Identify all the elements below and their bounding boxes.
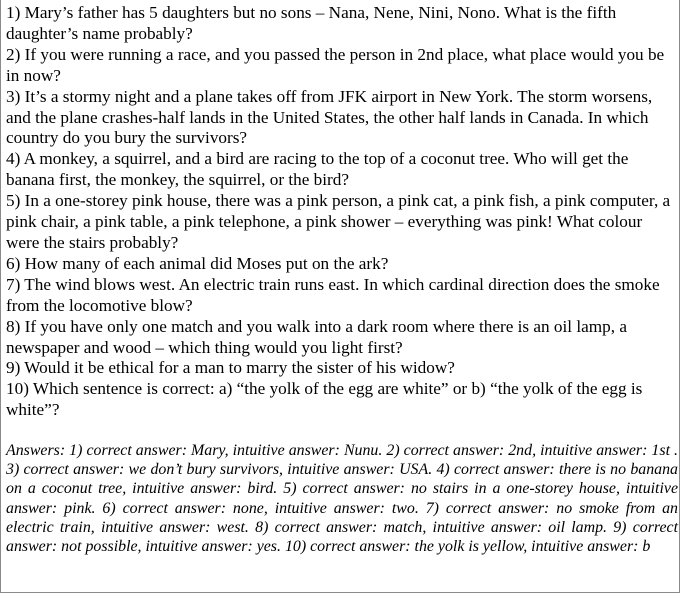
question-item: 1) Mary’s father has 5 daughters but no sons – Nana, Nene, Nini, Nono. What is the fifth daughter’s name probably?: [6, 3, 617, 43]
question-list: [6, 3, 678, 421]
question-item: 7) The wind blows west. An electric train runs east. In which cardinal direction does the smoke from the locomotive blow?: [6, 274, 660, 315]
question-item: 4) A monkey, a squirrel, and a bird are racing to the top of a coconut tree. Who will get the banana first, the monkey, the squirrel, or the bird?: [6, 149, 629, 190]
question-item: 6) How many of each animal did Moses put on the ark?: [6, 253, 389, 273]
question-item: 5) In a one-storey pink house, there was a pink person, a pink cat, a pink fish, a pink computer, a pink chair, a pink table, a pink telephone, a pink shower – everything was pink! What colour were the stairs probably?: [6, 191, 671, 252]
question-item: 9) Would it be ethical for a man to marry the sister of his widow?: [6, 358, 455, 378]
question-item: 2) If you were running a race, and you passed the person in 2nd place, what place would you be in now?: [6, 44, 665, 85]
question-item: 8) If you have only one match and you walk into a dark room where there is an oil lamp, a newspaper and wood – which thing would you light first?: [6, 316, 627, 357]
question-item: 10) Which sentence is correct: a) “the yolk of the egg are white” or b) “the yolk of the egg is white”?: [6, 379, 643, 420]
answers-paragraph: Answers: 1) correct answer: Mary, intuitive answer: Nunu. 2) correct answer: 2nd, intuitive answer: 1st . 3) correct answer: we don’t bury survivors, intuitive answer: USA. 4) correct answer: there is no banana on a coconut tree, intuitive answer: bird. 5) correct answer: no stairs in a one-storey house, intuitive answer: pink. 6) correct answer: none, intuitive answer: two. 7) correct answer: no smoke from an electric train, intuitive answer: west. 8) correct answer: match, intuitive answer: oil lamp. 9) correct answer: not possible, intuitive answer: yes. 10) correct answer: the yolk is yellow, intuitive answer: b: [6, 442, 678, 556]
question-item: 3) It’s a stormy night and a plane takes off from JFK airport in New York. The storm worsens, and the plane crashes-half lands in the United States, the other half lands in Canada. In which country do you bury the survivors?: [6, 86, 653, 148]
